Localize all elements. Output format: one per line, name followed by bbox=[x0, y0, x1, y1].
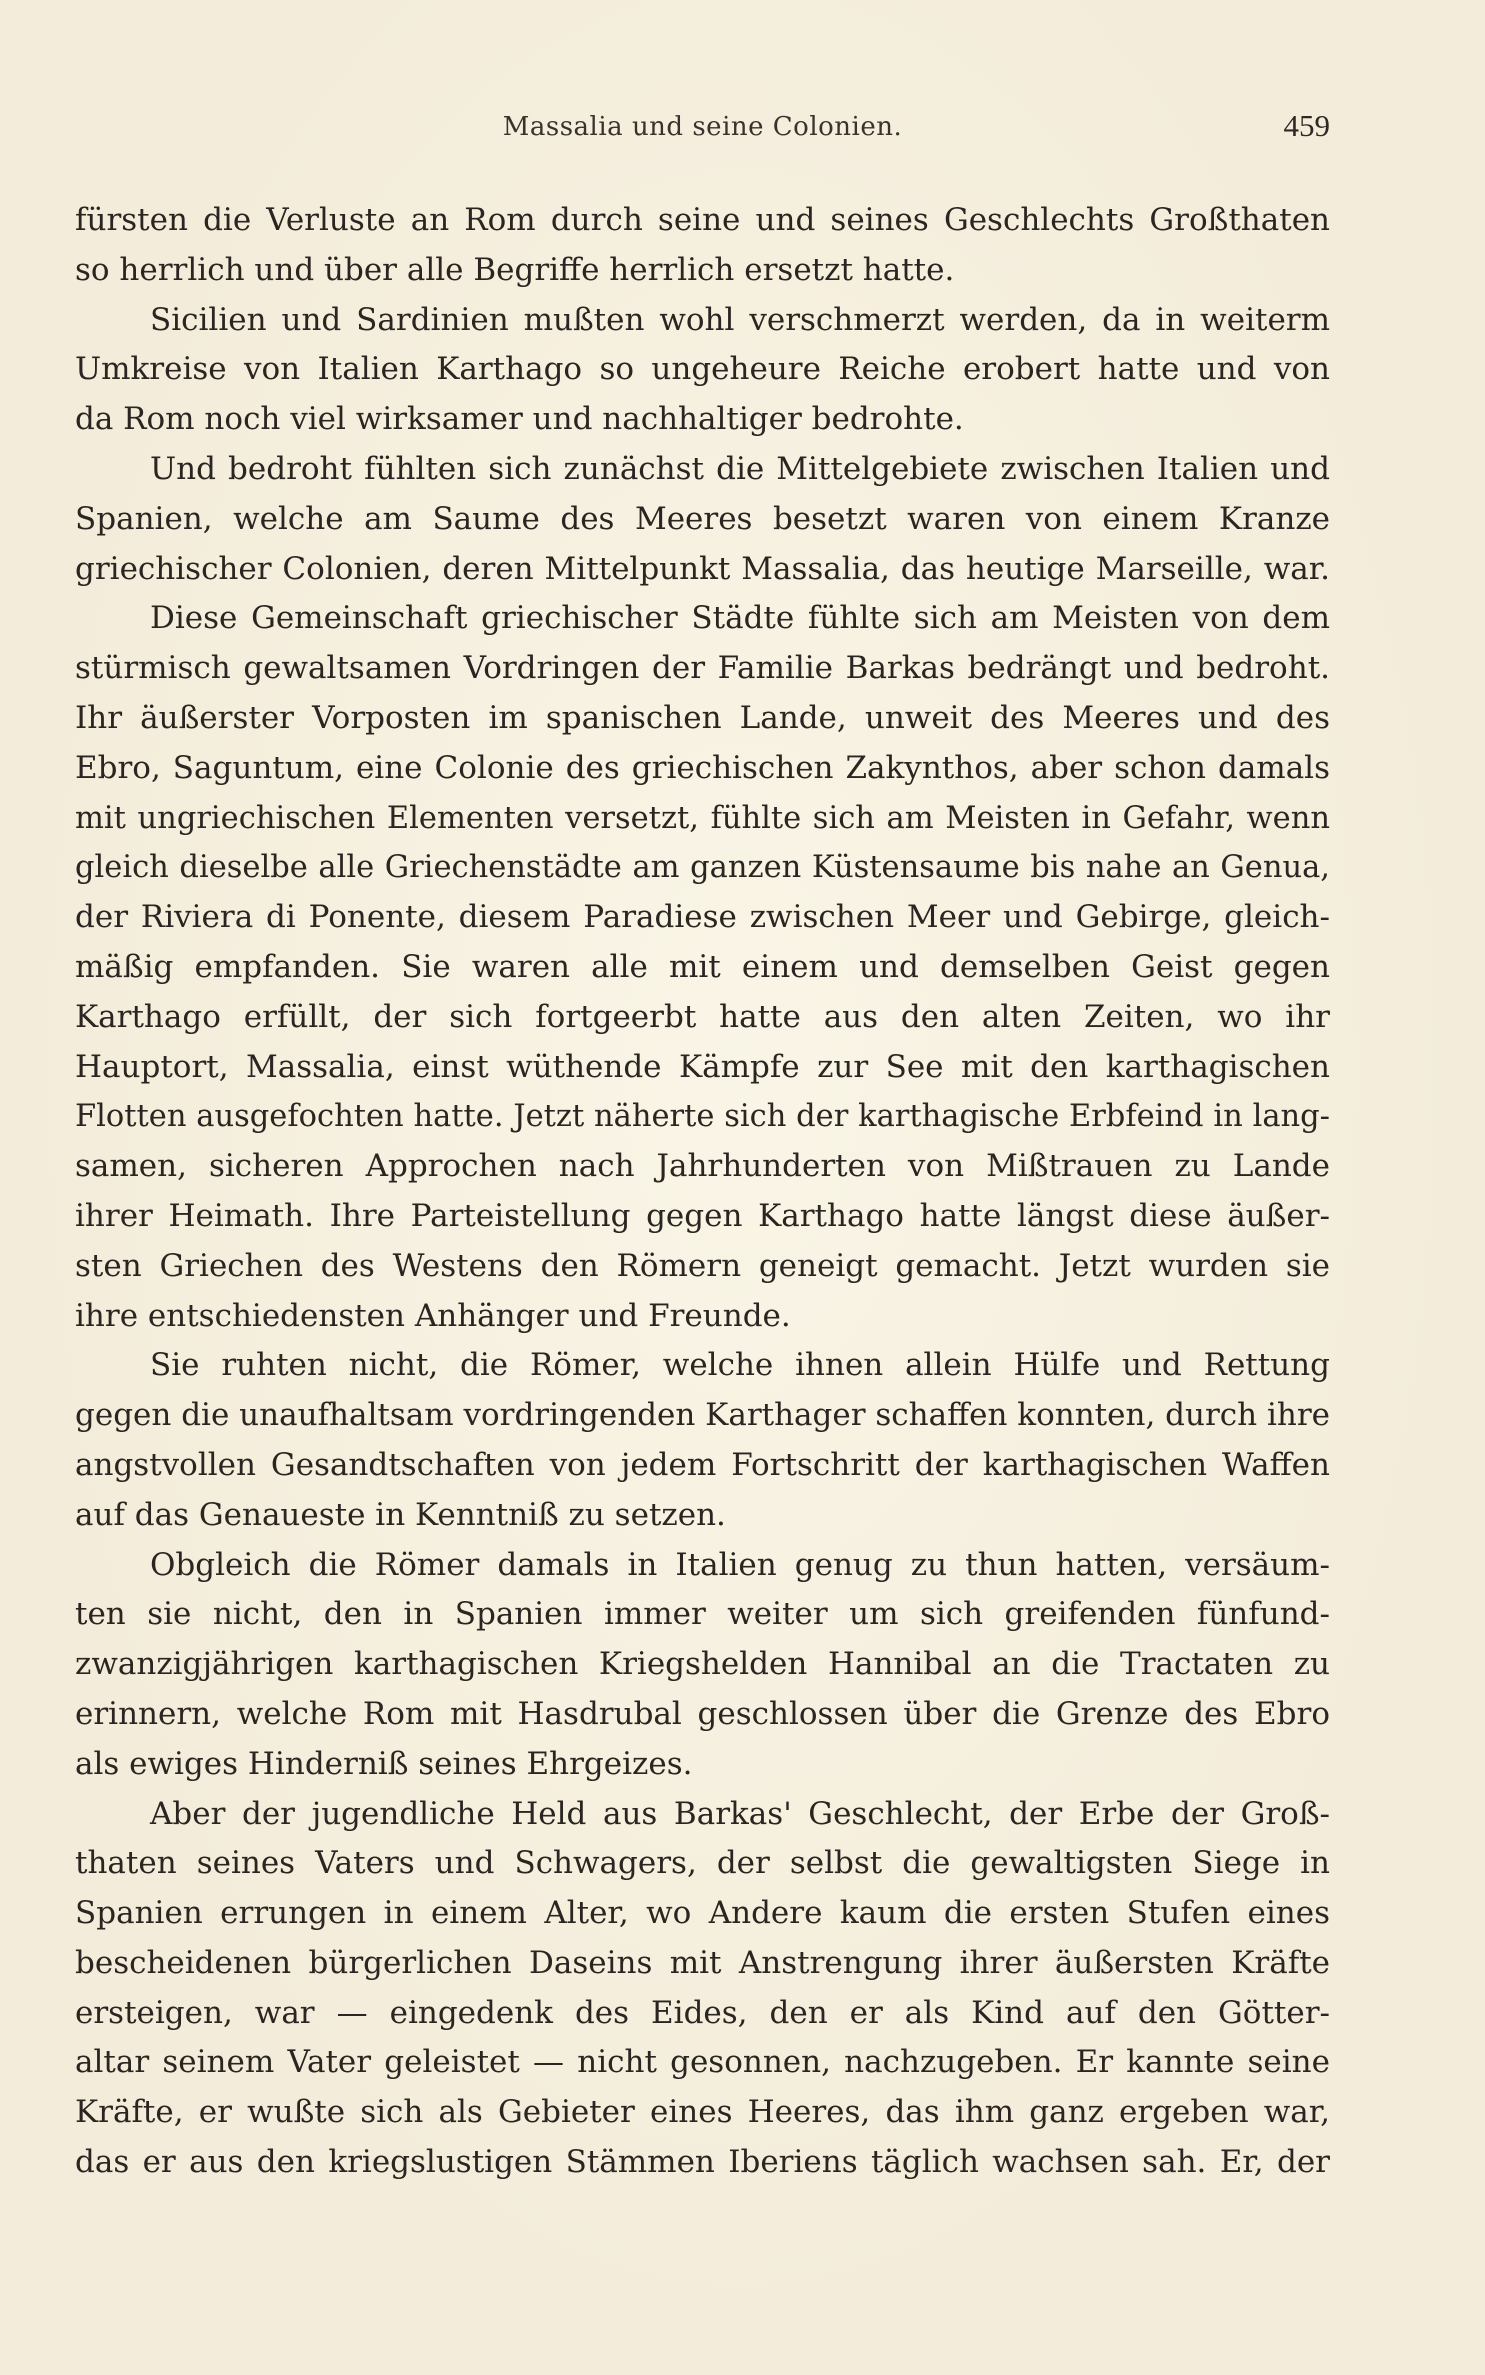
running-title: Massalia und seine Colonien. bbox=[502, 112, 903, 142]
text-line: Obgleich die Römer damals in Italien genug zu thun hatten, versäum- bbox=[150, 1546, 1330, 1583]
text-line: ten sie nicht, den in Spanien immer weiter um sich greifenden fünfund- bbox=[75, 1596, 1330, 1633]
text-line: Umkreise von Italien Karthago so ungeheure Reiche erobert hatte und von bbox=[75, 351, 1330, 388]
text-line: der Riviera di Ponente, diesem Paradiese zwischen Meer und Gebirge, gleich- bbox=[75, 899, 1330, 936]
text-line: Sicilien und Sardinien mußten wohl verschmerzt werden, da in weiterm bbox=[150, 301, 1330, 338]
text-line: Kräfte, er wußte sich als Gebieter eines Heeres, das ihm ganz ergeben war, bbox=[75, 2094, 1330, 2131]
text-line: ersteigen, war — eingedenk des Eides, den er als Kind auf den Götter- bbox=[75, 1994, 1330, 2031]
text-line: gegen die unaufhaltsam vordringenden Karthager schaffen konnten, durch ihre bbox=[75, 1397, 1331, 1434]
text-line: stürmisch gewaltsamen Vordringen der Familie Barkas bedrängt und bedroht. bbox=[75, 650, 1330, 687]
text-line: gleich dieselbe alle Griechenstädte am ganzen Küstensaume bis nahe an Genua, bbox=[75, 850, 1330, 886]
text-line: Flotten ausgefochten hatte. Jetzt näherte sich der karthagische Erbfeind in lang- bbox=[75, 1099, 1330, 1135]
text-line: erinnern, welche Rom mit Hasdrubal geschlossen über die Grenze des Ebro bbox=[75, 1695, 1330, 1732]
text-line: griechischer Colonien, deren Mittelpunkt Massalia, das heutige Marseille, war. bbox=[75, 550, 1330, 587]
text-line: da Rom noch viel wirksamer und nachhaltiger bedrohte. bbox=[75, 401, 964, 438]
text-line: Spanien errungen in einem Alter, wo Andere kaum die ersten Stufen eines bbox=[75, 1895, 1330, 1932]
text-line: Sie ruhten nicht, die Römer, welche ihnen allein Hülfe und Rettung bbox=[150, 1347, 1330, 1384]
text-line: sten Griechen des Westens den Römern geneigt gemacht. Jetzt wurden sie bbox=[75, 1247, 1330, 1284]
text-line: angstvollen Gesandtschaften von jedem Fortschritt der karthagischen Waffen bbox=[75, 1446, 1330, 1483]
text-line: zwanzigjährigen karthagischen Kriegshelden Hannibal an die Tractaten zu bbox=[75, 1646, 1330, 1683]
text-line: samen, sicheren Approchen nach Jahrhunderten von Mißtrauen zu Lande bbox=[75, 1148, 1330, 1185]
text-line: Und bedroht fühlten sich zunächst die Mittelgebiete zwischen Italien und bbox=[150, 450, 1330, 487]
text-line: so herrlich und über alle Begriffe herrlich ersetzt hatte. bbox=[75, 251, 955, 288]
text-line: das er aus den kriegslustigen Stämmen Iberiens täglich wachsen sah. Er, der bbox=[75, 2144, 1330, 2181]
text-line: fürsten die Verluste an Rom durch seine und seines Geschlechts Großthaten bbox=[75, 202, 1330, 238]
body-text bbox=[75, 196, 1330, 2188]
text-line: Hauptort, Massalia, einst wüthende Kämpfe zur See mit den karthagischen bbox=[75, 1048, 1330, 1085]
text-line: als ewiges Hinderniß seines Ehrgeizes. bbox=[75, 1745, 693, 1782]
text-line: Diese Gemeinschaft griechischer Städte fühlte sich am Meisten von dem bbox=[150, 600, 1330, 637]
page-number: 459 bbox=[1283, 108, 1330, 143]
text-line: Aber der jugendliche Held aus Barkas' Geschlecht, der Erbe der Groß- bbox=[150, 1795, 1330, 1832]
text-line: Ebro, Saguntum, eine Colonie des griechischen Zakynthos, aber schon damals bbox=[75, 749, 1330, 786]
text-line: auf das Genaueste in Kenntniß zu setzen. bbox=[75, 1496, 726, 1533]
text-line: mäßig empfanden. Sie waren alle mit einem und demselben Geist gegen bbox=[75, 948, 1330, 985]
text-line: ihre entschiedensten Anhänger und Freunde. bbox=[75, 1297, 791, 1334]
text-line: Karthago erfüllt, der sich fortgeerbt hatte aus den alten Zeiten, wo ihr bbox=[75, 998, 1330, 1035]
text-line: mit ungriechischen Elementen versetzt, fühlte sich am Meisten in Gefahr, wenn bbox=[75, 800, 1330, 836]
text-line: altar seinem Vater geleistet — nicht gesonnen, nachzugeben. Er kannte seine bbox=[75, 2044, 1330, 2081]
text-line: ihrer Heimath. Ihre Parteistellung gegen Karthago hatte längst diese äußer- bbox=[75, 1197, 1330, 1234]
text-line: bescheidenen bürgerlichen Daseins mit Anstrengung ihrer äußersten Kräfte bbox=[75, 1944, 1330, 1981]
text-line: Spanien, welche am Saume des Meeres besetzt waren von einem Kranze bbox=[75, 500, 1330, 537]
text-line: thaten seines Vaters und Schwagers, der selbst die gewaltigsten Siege in bbox=[75, 1845, 1330, 1882]
page-header bbox=[75, 108, 1330, 156]
text-line: Ihr äußerster Vorposten im spanischen Lande, unweit des Meeres und des bbox=[75, 699, 1330, 736]
